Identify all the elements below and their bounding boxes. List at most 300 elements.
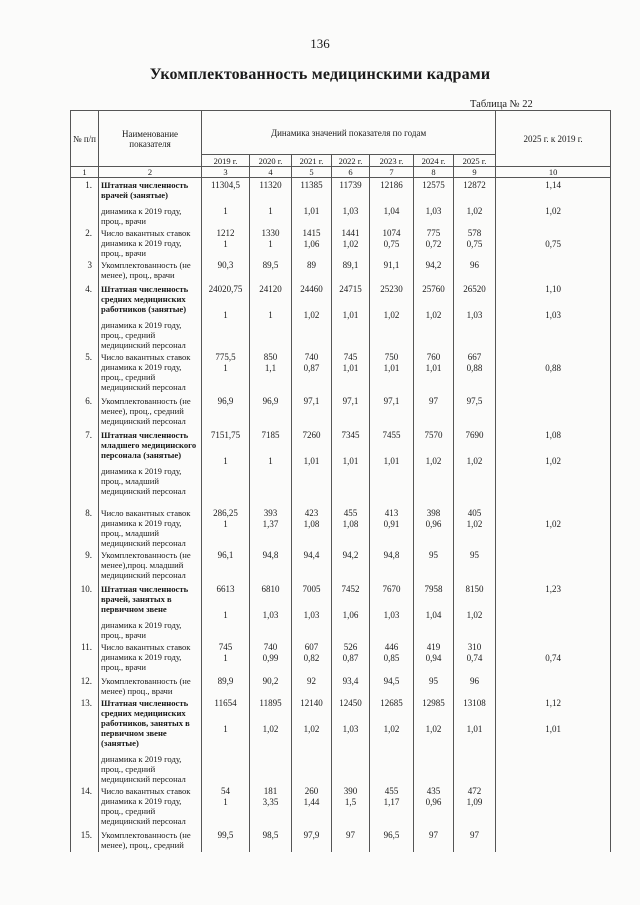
cell-value: 1,03 xyxy=(262,610,279,620)
year-value-cell xyxy=(454,394,496,428)
cell-value: 89,1 xyxy=(342,260,359,270)
cell-value: 97 xyxy=(470,830,480,840)
cell-value: 24020,75 xyxy=(208,284,243,294)
year-value-cell xyxy=(292,350,332,394)
ratio-value xyxy=(498,642,608,652)
year-value-cell xyxy=(414,582,454,640)
row-index: 13. xyxy=(71,696,99,784)
cell-value: 97 xyxy=(429,396,438,406)
year-value-cell xyxy=(454,828,496,852)
cell-value: 1,02 xyxy=(383,724,400,734)
cell-value: 7452 xyxy=(341,584,360,594)
cell-value: 0,75 xyxy=(466,239,483,249)
cell-value: 1,06 xyxy=(303,239,320,249)
year-value-cell xyxy=(332,674,370,696)
cell-value: 1 xyxy=(223,610,228,620)
cell-value: 7151,75 xyxy=(210,430,241,440)
table-row xyxy=(71,784,611,828)
year-value-cell xyxy=(454,506,496,548)
cell-value: 1,44 xyxy=(303,797,320,807)
year-value-cell xyxy=(292,828,332,852)
cell-value: 0,87 xyxy=(303,363,320,373)
indicator-name xyxy=(99,784,202,828)
table-row xyxy=(71,640,611,674)
indicator-title: Укомплектованность (не менее),проц. младший медицинский персонал xyxy=(101,550,191,580)
cell-value: 0,99 xyxy=(262,653,279,663)
cell-value: 24715 xyxy=(339,284,362,294)
year-value-cell xyxy=(292,548,332,582)
year-value-cell xyxy=(250,258,292,282)
cell-value: 1,01 xyxy=(342,310,359,320)
cell-value: 850 xyxy=(263,352,278,362)
indicator-title: Штатная численность средних медицинских работников, занятых в первичном звене (занятые) xyxy=(101,698,190,748)
cell-value: 775 xyxy=(426,228,441,238)
indicator-subline: динамика к 2019 году, проц., врачи xyxy=(101,238,182,258)
cell-value: 472 xyxy=(467,786,482,796)
ratio-value: 1,02 xyxy=(545,456,561,466)
cell-value: 89,5 xyxy=(262,260,279,270)
ratio-cell xyxy=(496,506,611,548)
year-value-cell xyxy=(370,696,414,784)
ratio-cell xyxy=(496,350,611,394)
cell-value: 1,02 xyxy=(425,724,442,734)
year-value-cell xyxy=(292,784,332,828)
cell-value: 1,08 xyxy=(303,519,320,529)
cell-value: 90,2 xyxy=(262,676,279,686)
ratio-cell xyxy=(496,394,611,428)
cell-value: 7670 xyxy=(382,584,401,594)
year-value-cell xyxy=(414,506,454,548)
year-value-cell xyxy=(454,640,496,674)
row-index: 7. xyxy=(71,428,99,506)
cell-value: 1,02 xyxy=(383,310,400,320)
ratio-value xyxy=(498,830,608,840)
header-index: № п/п xyxy=(71,111,99,167)
indicator-name xyxy=(99,428,202,506)
cell-value: 0,91 xyxy=(383,519,400,529)
indicator-title: Число вакантных ставок xyxy=(101,786,191,796)
cell-value: 8150 xyxy=(465,584,484,594)
cell-value: 98,5 xyxy=(262,830,279,840)
ratio-cell xyxy=(496,258,611,282)
column-number: 8 xyxy=(414,167,454,178)
cell-value: 1,02 xyxy=(466,456,483,466)
header-year: 2022 г. xyxy=(332,155,370,167)
cell-value: 7570 xyxy=(424,430,443,440)
year-value-cell xyxy=(202,696,250,784)
cell-value: 1,03 xyxy=(342,206,359,216)
cell-value: 393 xyxy=(263,508,278,518)
header-year: 2024 г. xyxy=(414,155,454,167)
cell-value: 1 xyxy=(223,206,228,216)
ratio-value: 0,88 xyxy=(545,363,561,373)
indicator-title: Штатная численность врачей, занятых в первичном звене xyxy=(101,584,189,614)
cell-value: 1,04 xyxy=(425,610,442,620)
cell-value: 775,5 xyxy=(215,352,236,362)
year-value-cell xyxy=(414,548,454,582)
year-value-cell xyxy=(454,696,496,784)
column-number: 2 xyxy=(99,167,202,178)
year-value-cell xyxy=(332,258,370,282)
year-value-cell xyxy=(414,640,454,674)
year-value-cell xyxy=(414,258,454,282)
cell-value: 760 xyxy=(426,352,441,362)
cell-value: 11654 xyxy=(214,698,237,708)
year-value-cell xyxy=(250,582,292,640)
year-value-cell xyxy=(414,674,454,696)
row-index: 8. xyxy=(71,506,99,548)
indicator-name xyxy=(99,178,202,227)
cell-value: 1212 xyxy=(216,228,235,238)
ratio-cell xyxy=(496,582,611,640)
cell-value: 94,8 xyxy=(383,550,400,560)
cell-value: 11320 xyxy=(259,180,282,190)
column-number: 9 xyxy=(454,167,496,178)
year-value-cell xyxy=(202,226,250,258)
cell-value: 97 xyxy=(346,830,355,840)
cell-value: 96,9 xyxy=(262,396,279,406)
cell-value: 1,37 xyxy=(262,519,279,529)
year-value-cell xyxy=(332,178,370,227)
cell-value: 1,01 xyxy=(425,363,442,373)
year-value-cell xyxy=(414,784,454,828)
year-value-cell xyxy=(292,696,332,784)
year-value-cell xyxy=(370,506,414,548)
cell-value: 1 xyxy=(223,239,228,249)
year-value-cell xyxy=(202,674,250,696)
indicator-name xyxy=(99,582,202,640)
year-value-cell xyxy=(292,506,332,548)
cell-value: 1441 xyxy=(341,228,360,238)
cell-value: 95 xyxy=(429,550,438,560)
ratio-value: 1,14 xyxy=(545,180,561,190)
header-name: Наименование показателя xyxy=(99,111,202,167)
cell-value: 1,09 xyxy=(466,797,483,807)
cell-value: 1,01 xyxy=(342,363,359,373)
year-value-cell xyxy=(250,428,292,506)
row-index: 2. xyxy=(71,226,99,258)
year-value-cell xyxy=(250,548,292,582)
cell-value: 1,03 xyxy=(466,310,483,320)
document-title: Укомплектованность медицинскими кадрами xyxy=(149,66,491,83)
cell-value: 11385 xyxy=(300,180,323,190)
cell-value: 94,2 xyxy=(342,550,359,560)
indicator-name xyxy=(99,828,202,852)
cell-value: 740 xyxy=(263,642,278,652)
year-value-cell xyxy=(250,282,292,350)
cell-value: 1,02 xyxy=(303,310,320,320)
cell-value: 96,1 xyxy=(217,550,234,560)
cell-value: 745 xyxy=(218,642,233,652)
indicator-title: Укомплектованность (не менее), проц., средний медицинский персонал xyxy=(101,396,191,426)
cell-value: 455 xyxy=(384,786,399,796)
year-value-cell xyxy=(370,784,414,828)
cell-value: 0,72 xyxy=(425,239,442,249)
cell-value: 435 xyxy=(426,786,441,796)
table-caption: Таблица № 22 xyxy=(470,99,533,110)
year-value-cell xyxy=(370,282,414,350)
year-value-cell xyxy=(414,226,454,258)
ratio-value: 1,01 xyxy=(545,724,561,734)
year-value-cell xyxy=(370,548,414,582)
indicator-subline: динамика к 2019 году, проц., младший медицинский персонал xyxy=(101,518,186,548)
cell-value: 1,01 xyxy=(383,456,400,466)
cell-value: 1,01 xyxy=(342,456,359,466)
column-number: 1 xyxy=(71,167,99,178)
ratio-cell xyxy=(496,226,611,258)
year-value-cell xyxy=(202,784,250,828)
row-index: 6. xyxy=(71,394,99,428)
year-value-cell xyxy=(332,696,370,784)
ratio-value: 0,75 xyxy=(545,239,561,249)
row-index: 15. xyxy=(71,828,99,852)
row-index: 10. xyxy=(71,582,99,640)
cell-value: 99,5 xyxy=(217,830,234,840)
cell-value: 12186 xyxy=(380,180,403,190)
indicator-title: Число вакантных ставок xyxy=(101,642,191,652)
cell-value: 740 xyxy=(304,352,319,362)
year-value-cell xyxy=(250,784,292,828)
cell-value: 310 xyxy=(467,642,482,652)
year-value-cell xyxy=(454,548,496,582)
column-number: 3 xyxy=(202,167,250,178)
cell-value: 96 xyxy=(470,260,480,270)
year-value-cell xyxy=(414,350,454,394)
cell-value: 96,9 xyxy=(217,396,234,406)
year-value-cell xyxy=(292,674,332,696)
year-value-cell xyxy=(414,828,454,852)
cell-value: 7455 xyxy=(382,430,401,440)
ratio-value: 1,23 xyxy=(545,584,561,594)
ratio-value: 1,02 xyxy=(545,206,561,216)
year-value-cell xyxy=(370,674,414,696)
year-value-cell xyxy=(292,394,332,428)
indicator-subline: динамика к 2019 году, проц., врачи xyxy=(101,620,182,640)
cell-value: 1,08 xyxy=(342,519,359,529)
year-value-cell xyxy=(332,428,370,506)
year-value-cell xyxy=(414,394,454,428)
year-value-cell xyxy=(370,350,414,394)
cell-value: 1,02 xyxy=(425,456,442,466)
year-value-cell xyxy=(292,582,332,640)
cell-value: 526 xyxy=(343,642,358,652)
table-row xyxy=(71,828,611,852)
row-index: 4. xyxy=(71,282,99,350)
ratio-value xyxy=(498,676,608,686)
table-row xyxy=(71,394,611,428)
indicator-title: Укомплектованность (не менее), проц., средний xyxy=(101,830,191,850)
cell-value: 94,5 xyxy=(383,676,400,686)
indicator-subline: динамика к 2019 году, проц., средний медицинский персонал xyxy=(101,320,186,350)
year-value-cell xyxy=(454,178,496,227)
year-value-cell xyxy=(332,582,370,640)
cell-value: 398 xyxy=(426,508,441,518)
year-value-cell xyxy=(202,350,250,394)
cell-value: 1,5 xyxy=(344,797,357,807)
cell-value: 1,03 xyxy=(342,724,359,734)
table-row xyxy=(71,178,611,227)
header-year: 2023 г. xyxy=(370,155,414,167)
year-value-cell xyxy=(292,226,332,258)
cell-value: 11895 xyxy=(259,698,282,708)
header-year: 2021 г. xyxy=(292,155,332,167)
indicator-title: Укомплектованность (не менее) проц., врачи xyxy=(101,676,191,696)
cell-value: 0,85 xyxy=(383,653,400,663)
cell-value: 1,01 xyxy=(466,724,483,734)
row-index: 9. xyxy=(71,548,99,582)
year-value-cell xyxy=(250,226,292,258)
year-value-cell xyxy=(202,548,250,582)
year-value-cell xyxy=(454,282,496,350)
ratio-value: 1,02 xyxy=(545,519,561,529)
year-value-cell xyxy=(250,350,292,394)
cell-value: 95 xyxy=(470,550,480,560)
cell-value: 24460 xyxy=(300,284,323,294)
year-value-cell xyxy=(292,282,332,350)
cell-value: 97,5 xyxy=(466,396,483,406)
indicator-name xyxy=(99,258,202,282)
year-value-cell xyxy=(202,428,250,506)
cell-value: 54 xyxy=(221,786,230,796)
cell-value: 97,9 xyxy=(303,830,320,840)
cell-value: 94,2 xyxy=(425,260,442,270)
indicator-name xyxy=(99,674,202,696)
row-index: 1. xyxy=(71,178,99,227)
indicator-name xyxy=(99,696,202,784)
year-value-cell xyxy=(250,640,292,674)
indicator-title: Штатная численность врачей (занятые) xyxy=(101,180,189,200)
ratio-value xyxy=(498,260,608,270)
year-value-cell xyxy=(332,506,370,548)
year-value-cell xyxy=(250,506,292,548)
indicator-subline: динамика к 2019 году, проц., младший медицинский персонал xyxy=(101,466,186,496)
cell-value: 11739 xyxy=(339,180,362,190)
ratio-cell xyxy=(496,428,611,506)
cell-value: 1,02 xyxy=(262,724,279,734)
cell-value: 419 xyxy=(426,642,441,652)
cell-value: 667 xyxy=(467,352,482,362)
cell-value: 94,4 xyxy=(303,550,320,560)
cell-value: 1,02 xyxy=(303,724,320,734)
year-value-cell xyxy=(292,258,332,282)
cell-value: 1,1 xyxy=(264,363,277,373)
cell-value: 7958 xyxy=(424,584,443,594)
cell-value: 90,3 xyxy=(217,260,234,270)
indicator-subline: динамика к 2019 году, проц., врачи xyxy=(101,206,182,226)
ratio-cell xyxy=(496,178,611,227)
cell-value: 1,04 xyxy=(383,206,400,216)
year-value-cell xyxy=(202,582,250,640)
cell-value: 1,02 xyxy=(466,519,483,529)
ratio-value xyxy=(498,550,608,560)
cell-value: 578 xyxy=(467,228,482,238)
ratio-value: 0,74 xyxy=(545,653,561,663)
year-value-cell xyxy=(332,784,370,828)
year-value-cell xyxy=(414,428,454,506)
ratio-value: 1,12 xyxy=(545,698,561,708)
indicator-subline: динамика к 2019 году, проц., средний медицинский персонал xyxy=(101,362,186,392)
cell-value: 1,03 xyxy=(303,610,320,620)
year-value-cell xyxy=(370,428,414,506)
cell-value: 1,03 xyxy=(425,206,442,216)
cell-value: 97,1 xyxy=(342,396,359,406)
table-row xyxy=(71,428,611,506)
year-value-cell xyxy=(250,178,292,227)
ratio-value xyxy=(498,797,608,807)
year-value-cell xyxy=(454,428,496,506)
ratio-value xyxy=(498,396,608,406)
cell-value: 96,5 xyxy=(383,830,400,840)
year-value-cell xyxy=(332,350,370,394)
cell-value: 89,9 xyxy=(217,676,234,686)
cell-value: 1 xyxy=(268,239,273,249)
year-value-cell xyxy=(454,674,496,696)
cell-value: 1 xyxy=(268,310,273,320)
year-value-cell xyxy=(202,282,250,350)
row-index: 14. xyxy=(71,784,99,828)
cell-value: 1330 xyxy=(261,228,280,238)
indicator-title: Укомплектованность (не менее), проц., врачи xyxy=(101,260,191,280)
ratio-cell xyxy=(496,696,611,784)
cell-value: 3,35 xyxy=(262,797,279,807)
year-value-cell xyxy=(250,828,292,852)
cell-value: 96 xyxy=(470,676,480,686)
cell-value: 7690 xyxy=(465,430,484,440)
header-year: 2020 г. xyxy=(250,155,292,167)
year-value-cell xyxy=(332,548,370,582)
cell-value: 390 xyxy=(343,786,358,796)
table-row xyxy=(71,258,611,282)
cell-value: 94,8 xyxy=(262,550,279,560)
year-value-cell xyxy=(250,696,292,784)
cell-value: 405 xyxy=(467,508,482,518)
table-row xyxy=(71,226,611,258)
cell-value: 1 xyxy=(223,310,228,320)
table-row xyxy=(71,548,611,582)
year-value-cell xyxy=(292,428,332,506)
table-row xyxy=(71,696,611,784)
cell-value: 1,17 xyxy=(383,797,400,807)
year-value-cell xyxy=(370,582,414,640)
ratio-cell xyxy=(496,282,611,350)
cell-value: 1 xyxy=(223,724,228,734)
cell-value: 446 xyxy=(384,642,399,652)
table-row xyxy=(71,582,611,640)
cell-value: 0,82 xyxy=(303,653,320,663)
cell-value: 1,03 xyxy=(383,610,400,620)
year-value-cell xyxy=(454,258,496,282)
cell-value: 0,96 xyxy=(425,797,442,807)
cell-value: 607 xyxy=(304,642,319,652)
cell-value: 750 xyxy=(384,352,399,362)
year-value-cell xyxy=(454,582,496,640)
cell-value: 181 xyxy=(263,786,278,796)
indicator-name xyxy=(99,506,202,548)
ratio-value: 1,08 xyxy=(545,430,561,440)
cell-value: 0,87 xyxy=(342,653,359,663)
cell-value: 25230 xyxy=(380,284,403,294)
ratio-value xyxy=(498,786,608,796)
cell-value: 0,96 xyxy=(425,519,442,529)
year-value-cell xyxy=(202,828,250,852)
cell-value: 12140 xyxy=(300,698,323,708)
indicator-subline: динамика к 2019 году, проц., врачи xyxy=(101,652,182,672)
cell-value: 1074 xyxy=(382,228,401,238)
table-row xyxy=(71,674,611,696)
column-number: 5 xyxy=(292,167,332,178)
column-number: 7 xyxy=(370,167,414,178)
header-year: 2019 г. xyxy=(202,155,250,167)
